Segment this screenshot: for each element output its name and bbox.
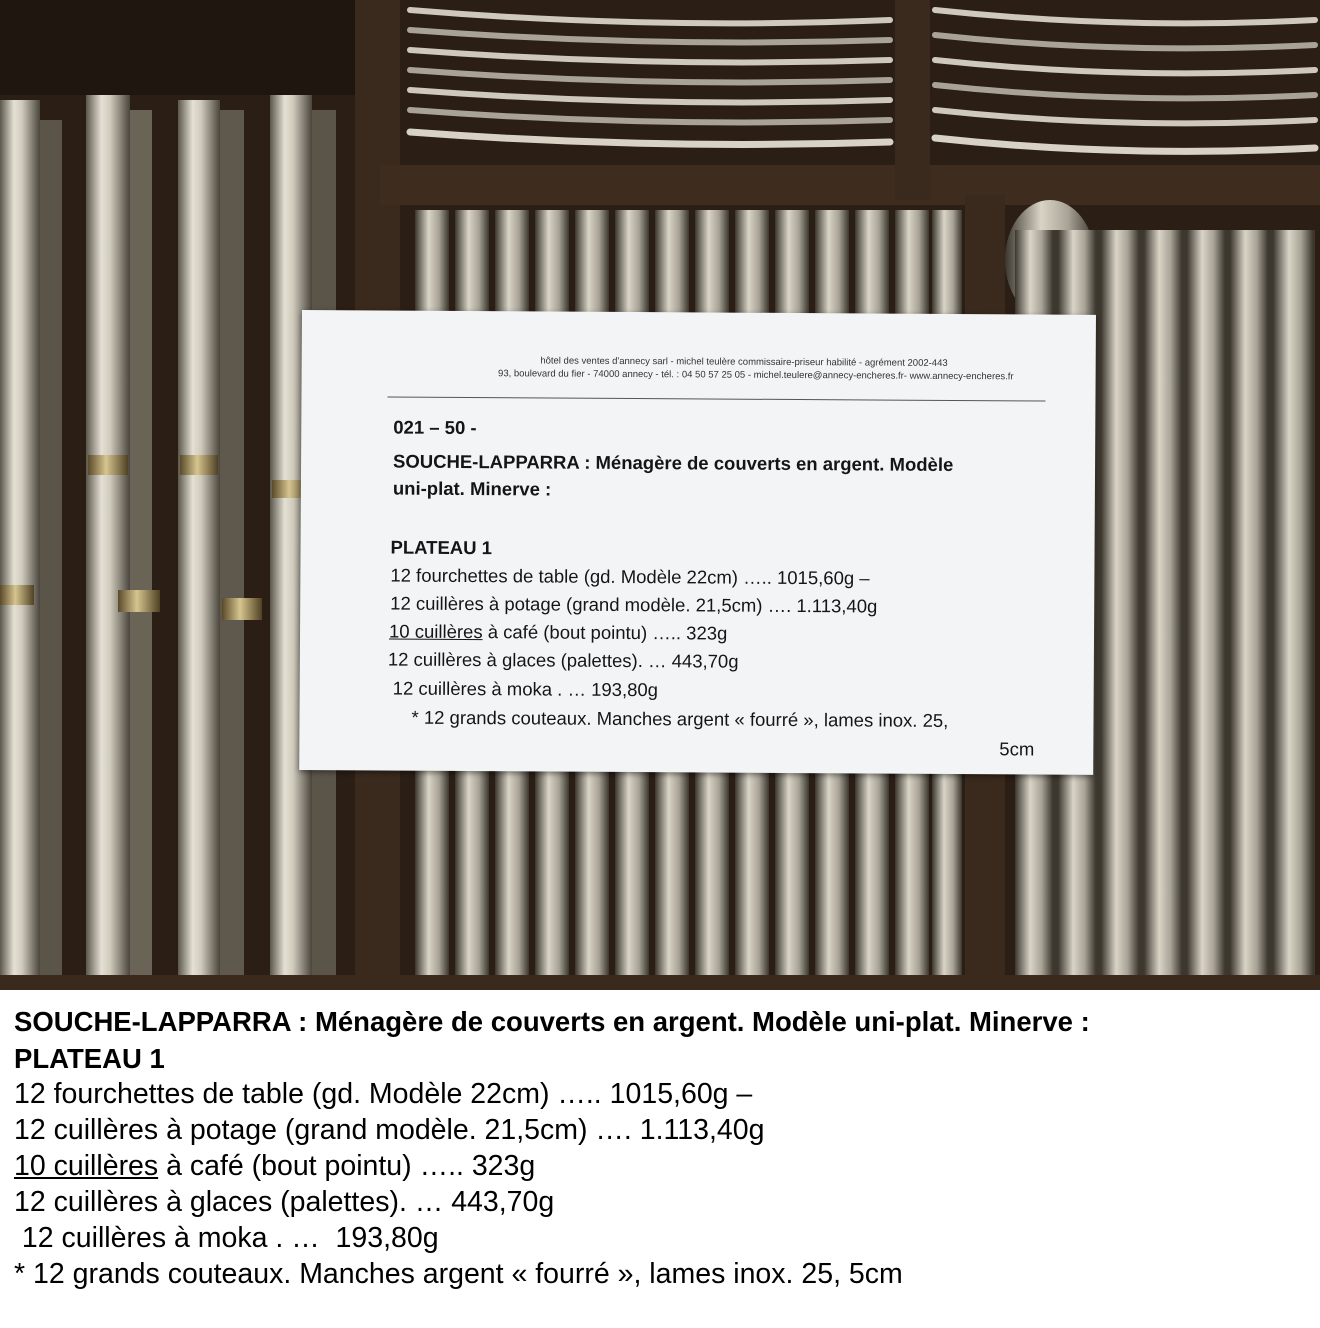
caption-item: 12 cuillères à moka . … 193,80g [14, 1222, 439, 1254]
tray-divider [895, 0, 930, 200]
item-line-continuation: 5cm [999, 738, 1035, 760]
item-line: 12 fourchettes de table (gd. Modèle 22cm) ….. 1015,60g – [390, 564, 870, 589]
item-line: 12 cuillères à glaces (palettes). … 443,70g [387, 648, 739, 672]
item-line: 12 cuillères à potage (grand modèle. 21,5cm) …. 1.113,40g [390, 592, 878, 617]
caption-plateau: PLATEAU 1 [14, 1043, 165, 1074]
lot-title-line-1: SOUCHE-LAPPARRA : Ménagère de couverts en argent. Modèle [393, 450, 954, 475]
item-underlined-text: 10 cuillères [388, 620, 483, 643]
lot-title-line-2: uni-plat. Minerve : [392, 477, 552, 500]
lot-description-caption [14, 1002, 1309, 1292]
caption-item [14, 1148, 1309, 1184]
item-line: 12 cuillères à moka . … 193,80g [392, 677, 659, 701]
caption-item-rest: à café (bout pointu) ….. 323g [158, 1150, 536, 1182]
plateau-heading: PLATEAU 1 [390, 536, 493, 559]
item-line [389, 621, 727, 645]
caption-item: * 12 grands couteaux. Manches argent « fourré », lames inox. 25, 5cm [14, 1258, 903, 1290]
auction-house-address: 93, boulevard du fier - 74000 annecy - tél. : 04 50 57 25 05 - michel.teulere@annecy-encheres.fr- www.annecy-encheres.fr [498, 368, 1014, 383]
lot-number: 021 – 50 - [393, 416, 477, 439]
caption-item: 12 fourchettes de table (gd. Modèle 22cm) ….. 1015,60g – [14, 1078, 753, 1110]
caption-underlined-text: 10 cuillères [14, 1150, 159, 1182]
tray-divider [380, 165, 1320, 205]
item-line: * 12 grands couteaux. Manches argent « fourré », lames inox. 25, [411, 706, 949, 731]
item-line-rest: à café (bout pointu) ….. 323g [487, 621, 728, 644]
caption-item: 12 cuillères à glaces (palettes). … 443,70g [14, 1186, 555, 1218]
auction-house-header: hôtel des ventes d'annecy sarl - michel teulère commissaire-priseur habilité - agrément 2002-443 [540, 355, 948, 369]
header-divider [387, 397, 1045, 402]
caption-item: 12 cuillères à potage (grand modèle. 21,5cm) …. 1.113,40g [14, 1114, 765, 1146]
caption-title: SOUCHE-LAPPARRA : Ménagère de couverts en argent. Modèle uni-plat. Minerve : [14, 1006, 1090, 1037]
lot-label-card [299, 310, 1096, 775]
